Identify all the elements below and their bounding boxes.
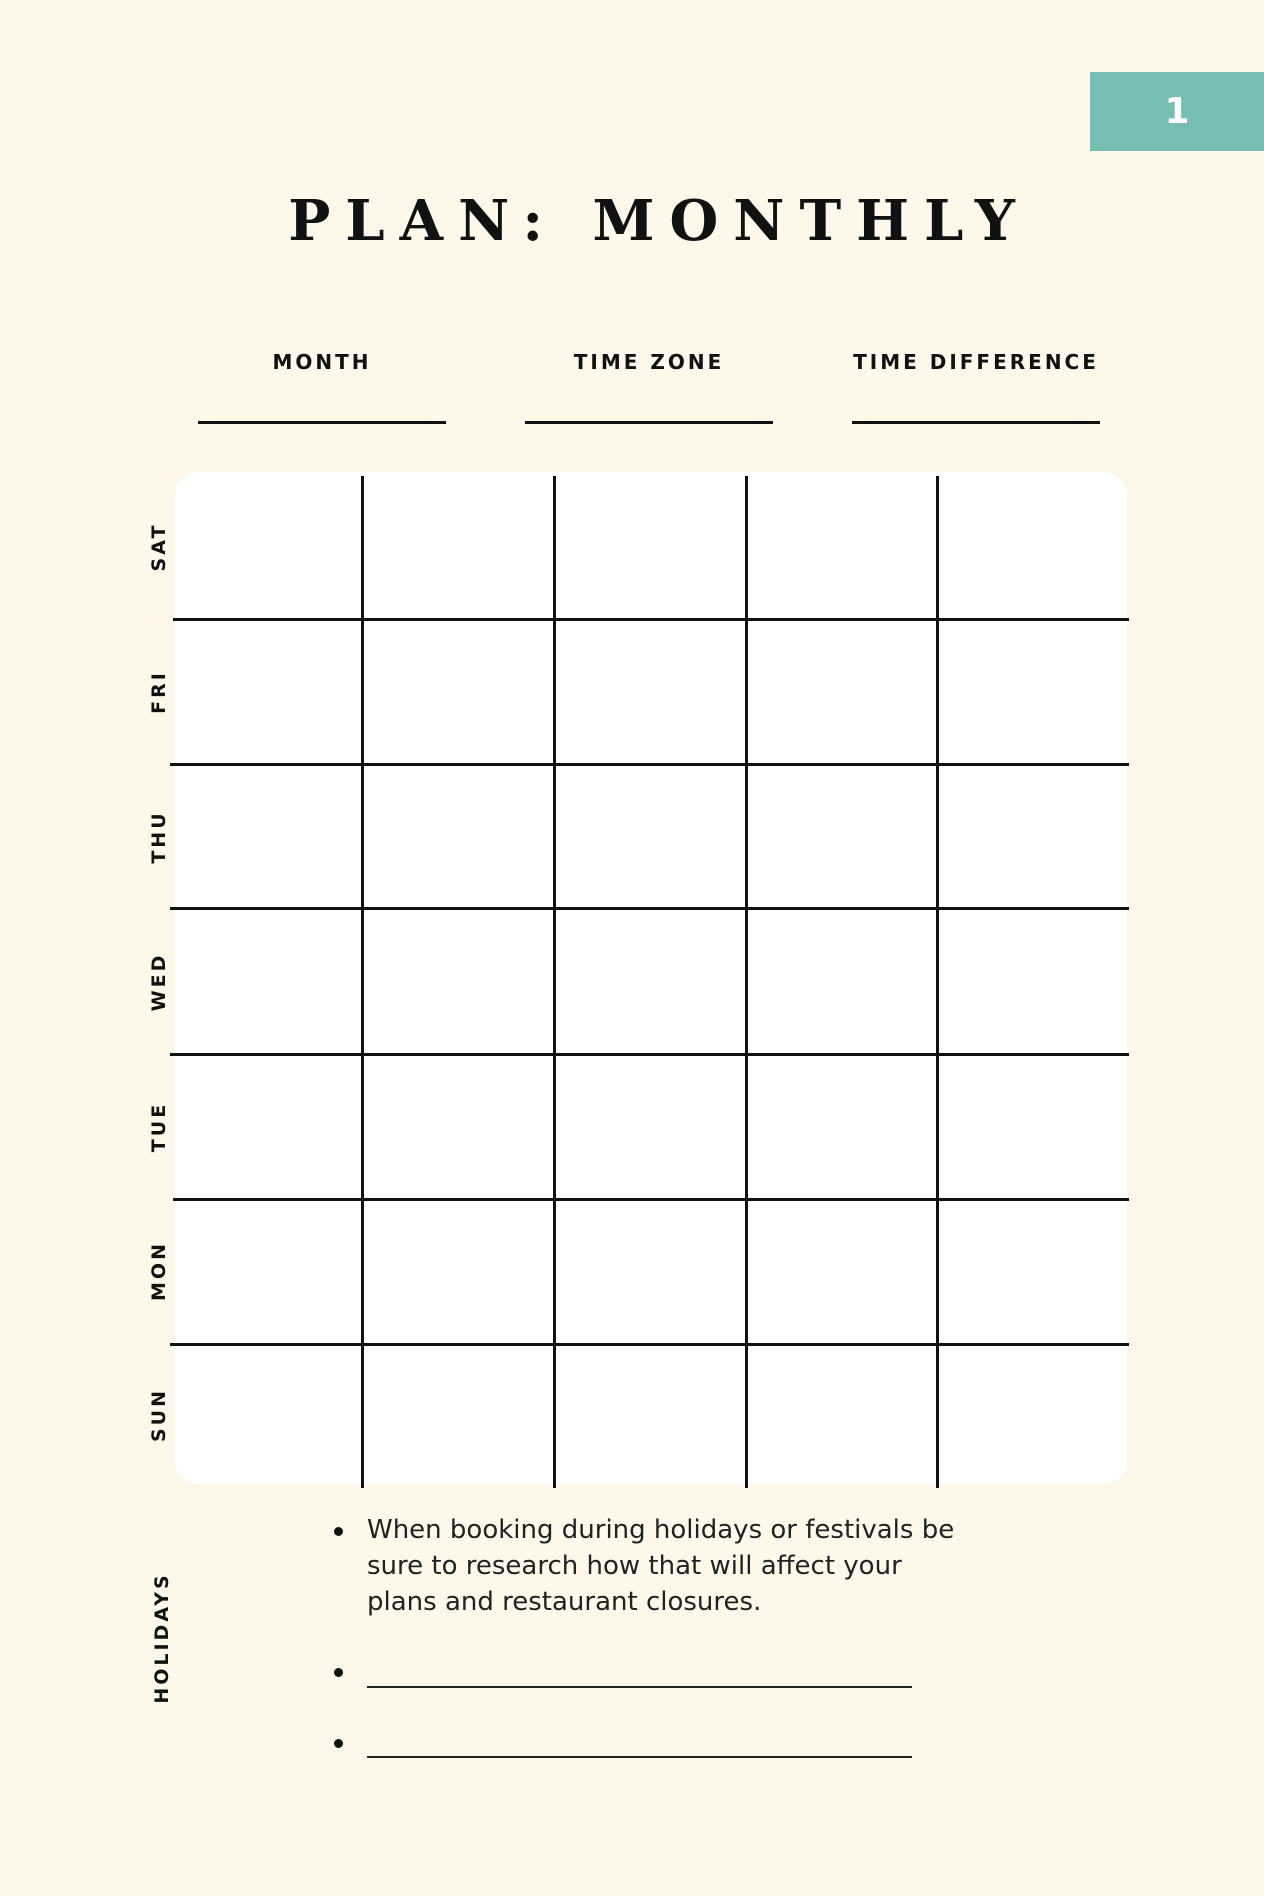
grid-row-divider <box>173 618 1129 621</box>
time-zone-label: TIME ZONE <box>573 350 725 374</box>
grid-column-divider <box>553 476 556 1488</box>
holiday-entry-line[interactable] <box>367 1756 912 1758</box>
day-label-sat: SAT <box>148 522 170 572</box>
grid-row-divider <box>173 1198 1129 1201</box>
day-label-tue: TUE <box>148 1101 170 1153</box>
grid-row-divider <box>170 1053 1129 1056</box>
grid-row-divider <box>170 907 1129 910</box>
grid-row-divider <box>170 1343 1129 1346</box>
time-difference-label: TIME DIFFERENCE <box>853 350 1099 374</box>
day-label-sun: SUN <box>148 1388 170 1443</box>
bullet-icon <box>334 1739 343 1748</box>
bullet-icon <box>334 1527 343 1536</box>
bullet-icon <box>334 1668 343 1677</box>
page-number-badge <box>1090 72 1264 151</box>
day-label-wed: WED <box>148 952 170 1012</box>
month-label: MONTH <box>272 350 372 374</box>
month-entry-line[interactable] <box>198 421 446 424</box>
holiday-entry-line[interactable] <box>367 1686 912 1688</box>
grid-column-divider <box>745 476 748 1488</box>
calendar-grid[interactable] <box>175 472 1127 1484</box>
time-zone-entry-line[interactable] <box>525 421 773 424</box>
grid-row-divider <box>170 763 1129 766</box>
day-label-thu: THU <box>148 810 170 864</box>
day-label-fri: FRI <box>148 670 170 714</box>
page-number: 1 <box>1164 91 1190 132</box>
holiday-note: When booking during holidays or festivals be sure to research how that will affect your plans and restaurant closures. <box>367 1515 955 1617</box>
page-title: PLAN: MONTHLY <box>288 188 1030 254</box>
grid-column-divider <box>936 476 939 1488</box>
holidays-label: HOLIDAYS <box>151 1572 173 1704</box>
time-difference-entry-line[interactable] <box>852 421 1100 424</box>
grid-column-divider <box>361 476 364 1488</box>
day-label-mon: MON <box>148 1241 170 1301</box>
